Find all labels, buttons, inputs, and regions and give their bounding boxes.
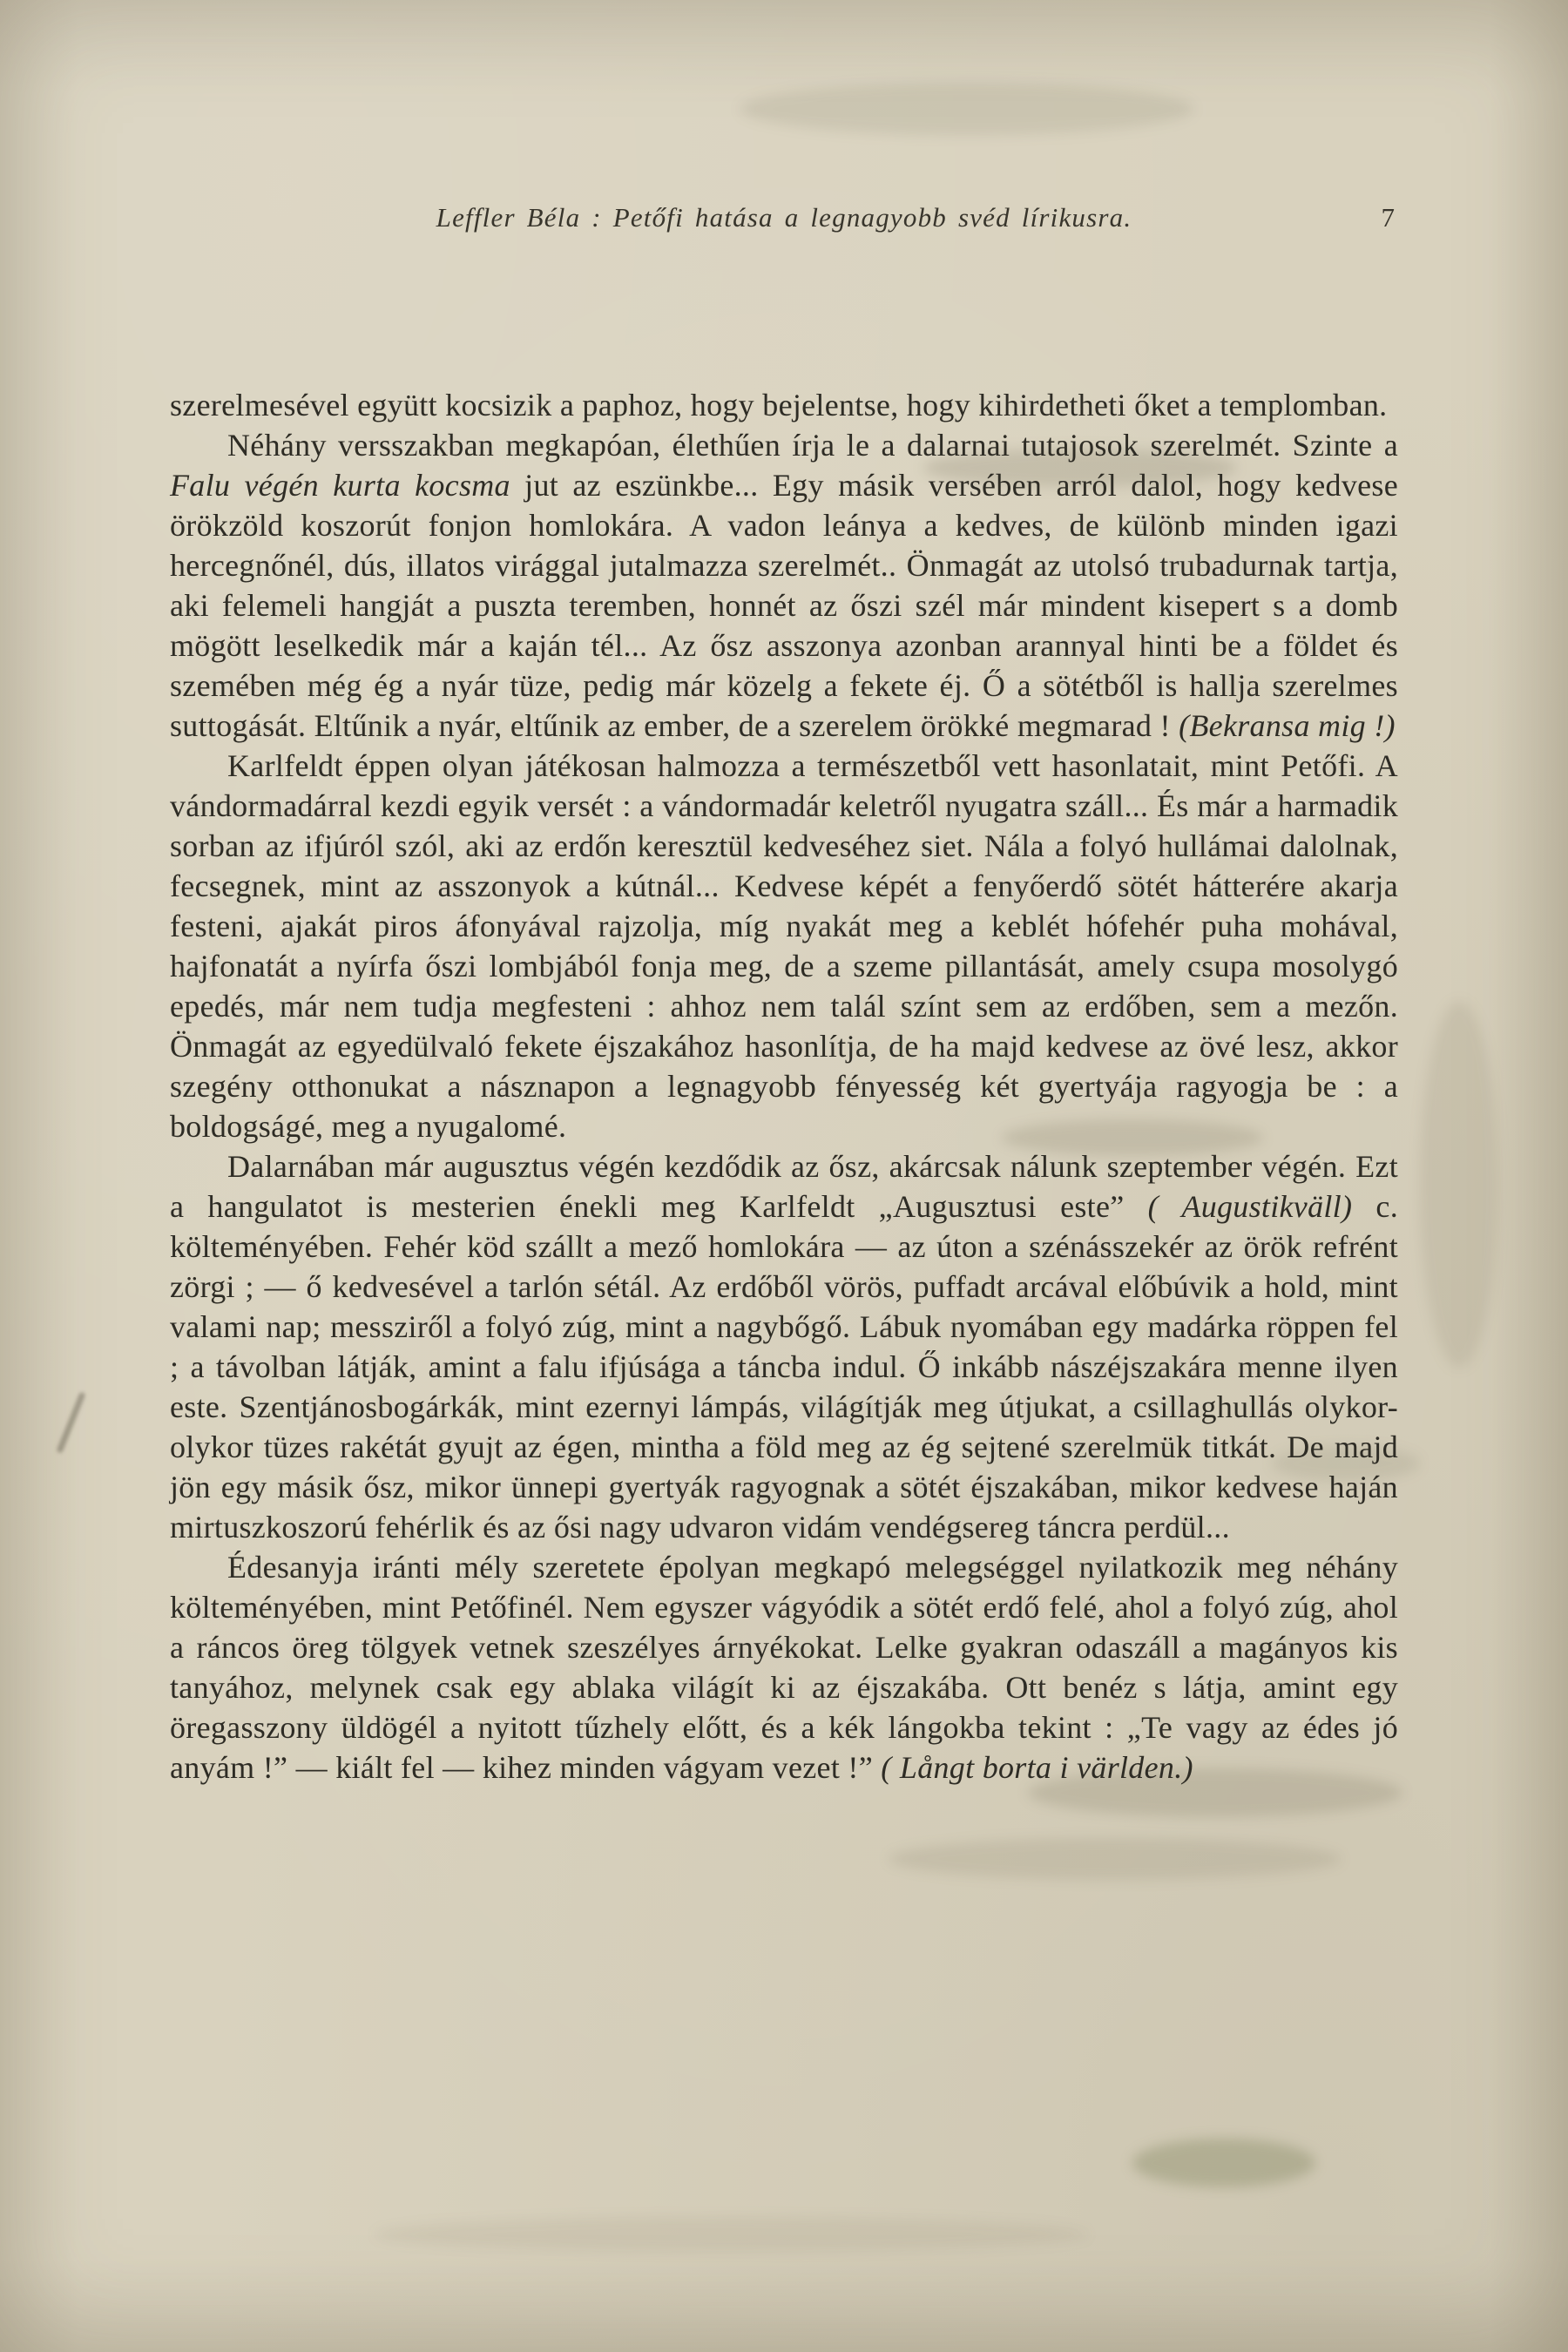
- italic-run: Falu végén kurta kocsma: [170, 468, 510, 503]
- paragraph: [170, 746, 1398, 1146]
- italic-run: (Bekransa mig !): [1179, 708, 1396, 743]
- ink-stain: [375, 2217, 1089, 2252]
- text-run: Karlfeldt éppen olyan játékosan halmozza a természetből vett hasonlatait, mint Petőfi. A vándormadárral kezdi egyik versét : a vándormadár keletről nyugatra száll... És már a harmadik sorban az ifjúról szól, aki az erdőn keresztül kedveséhez siet. Nála a folyó hullámai dalolnak, fecsegnek, mint az asszonyok a kútnál... Kedvese képét a fenyőerdő sötét hátterére akarja festeni, ajakát piros áfonyával rajzolja, míg nyakát meg a keblét hófehér puha mohával, hajfonatát a nyírfa őszi lombjából fonja meg, de a szeme pillantását, amely csupa mosolygó epedés, már nem tudja megfesteni : ahhoz nem talál színt sem az erdőben, sem a mezőn. Önmagát az egyedülvaló fekete éjszakához hasonlítja, de ha majd kedvese az övé lesz, akkor szegény otthonukat a násznapon a legnagyobb fényesség két gyertyája ragyogja be : a boldogságé, meg a nyugalomé.: [170, 748, 1398, 1144]
- ink-stain: [1132, 2139, 1315, 2187]
- text-run: Néhány versszakban megkapóan, élethűen írja le a dalarnai tutajosok szerelmét. Szinte a: [227, 428, 1398, 463]
- paragraph: [170, 425, 1398, 746]
- italic-run: ( Augustikväll): [1147, 1189, 1353, 1224]
- page-header: [170, 202, 1398, 240]
- text-run: szerelmesével együtt kocsizik a paphoz, hogy bejelentse, hogy kihirdetheti őket a templomban.: [170, 388, 1388, 422]
- ink-stain: [740, 83, 1193, 135]
- text-run: Dalarnában már augusztus végén kezdődik az ősz, akárcsak nálunk szeptember végén. Ezt a hangulatot is mesterien énekli meg Karlfeldt „Augusztusi este”: [170, 1149, 1398, 1224]
- italic-run: ( Långt borta i världen.): [881, 1750, 1193, 1785]
- running-title: Leffler Béla : Petőfi hatása a legnagyobb svéd lírikusra.: [436, 202, 1132, 233]
- pen-mark: [56, 1391, 85, 1453]
- text-run: jut az eszünkbe... Egy másik versében arról dalol, hogy kedvese örökzöld koszorút fonjon homlokára. A vadon leánya a kedves, de különb minden igazi hercegnőnél, dús, illatos virággal jutalmazza szerelmét.. Önmagát az utolsó trubadurnak tartja, aki felemeli hangját a puszta teremben, honnét az őszi szél már mindent kisepert s a domb mögött leselkedik már a kaján tél... Az ősz asszonya azonban arannyal hinti be a földet és szemében még ég a nyár tüze, pedig már közelg a fekete éj. Ő a sötétből is hallja szerelmes suttogását. Eltűnik a nyár, eltűnik az ember, de a szerelem örökké megmarad !: [170, 468, 1398, 743]
- paragraph: [170, 1547, 1398, 1788]
- text-block: [170, 385, 1398, 1788]
- text-run: Édesanyja iránti mély szeretete épolyan megkapó melegséggel nyilatkozik meg néhány költeményében, mint Petőfinél. Nem egyszer vágyódik a sötét erdő felé, ahol a folyó zúg, ahol a ráncos öreg tölgyek vetnek szeszélyes árnyékokat. Lelke gyakran odaszáll a magányos kis tanyához, melynek csak egy ablaka világít ki az éjszakába. Ott benéz s látja, amint egy öregasszony üldögél a nyitott tűzhely előtt, és a kék lángokba tekint : „Te vagy az édes jó anyám !” — kiált fel — kihez minden vágyam vezet !”: [170, 1550, 1398, 1785]
- ink-stain: [889, 1838, 1342, 1880]
- paragraph: [170, 385, 1398, 425]
- paragraph: [170, 1146, 1398, 1547]
- ink-stain: [1420, 1002, 1498, 1368]
- text-run: c. költeményében. Fehér köd szállt a mező homlokára — az úton a szénásszekér az örök refrént zörgi ; — ő kedvesével a tarlón sétál. Az erdőből vörös, puffadt arcával előbúvik a hold, mint valami nap; messziről a folyó zúg, mint a nagybőgő. Lábuk nyomában egy madárka röppen fel ; a távolban látják, amint a falu ifjúsága a táncba indul. Ő inkább nászéjszakára menne ilyen este. Szentjánosbogárkák, mint ezernyi lámpás, világítják meg útjukat, a csillaghullás olykor-olykor tüzes rakétát gyujt az égen, mintha a föld meg az ég sejtené szerelmük titkát. De majd jön egy másik ősz, mikor ünnepi gyertyák ragyognak a sötét éjszakában, mikor kedvese haján mirtuszkoszorú fehérlik és az ősi nagy udvaron vidám vendégsereg táncra perdül...: [170, 1189, 1398, 1544]
- page-number: 7: [1381, 202, 1395, 233]
